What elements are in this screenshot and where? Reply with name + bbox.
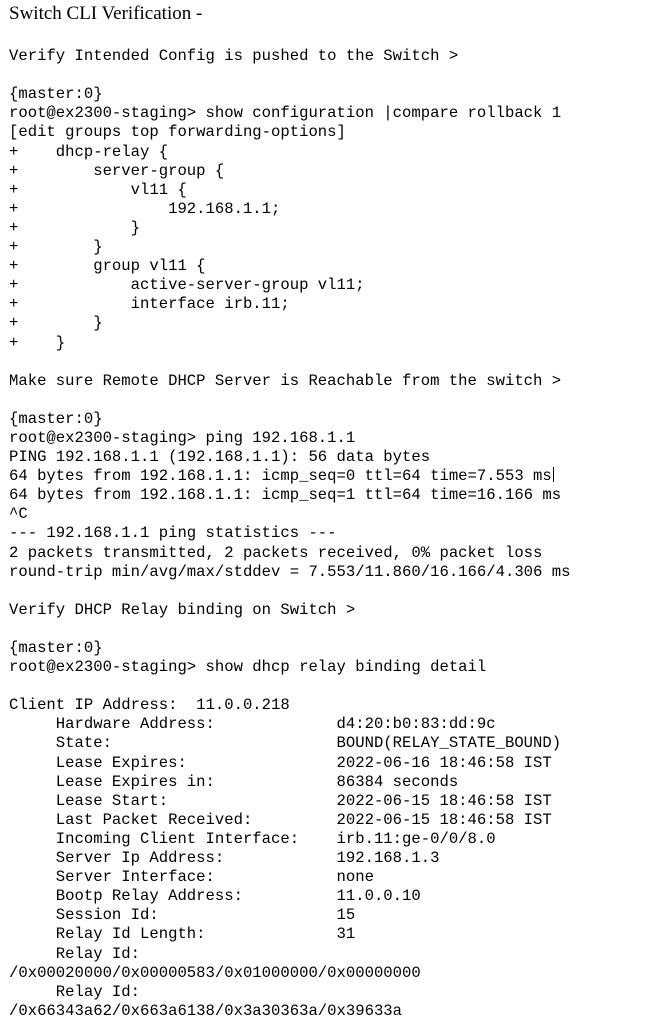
cli-line: Last Packet Received: 2022-06-15 18:46:58 IST [9,810,552,829]
cli-line: root@ex2300-staging> show dhcp relay binding detail [9,658,487,677]
cli-line: Server Interface: none [9,868,374,887]
cli-line: Lease Start: 2022-06-15 18:46:58 IST [9,791,552,810]
cli-line: + 192.168.1.1; [9,199,281,218]
text-cursor [553,467,554,482]
cli-line: + } [9,314,103,333]
cli-line [9,28,641,47]
cli-line: 64 bytes from 192.168.1.1: icmp_seq=0 ttl=64 time=7.553 ms [9,467,552,486]
document-page [9,0,641,1021]
cli-line: {master:0} [9,639,103,657]
cli-line: ^C [9,505,28,524]
cli-line: + } [9,238,103,257]
cli-line: --- 192.168.1.1 ping statistics --- [9,524,337,543]
cli-line: + interface irb.11; [9,295,290,314]
cli-line: root@ex2300-staging> show configuration |compare rollback 1 [9,104,562,123]
cli-line: State: BOUND(RELAY_STATE_BOUND) [9,734,562,753]
cli-line: Bootp Relay Address: 11.0.0.10 [9,887,421,906]
cli-line: + group vl11 { [9,257,206,276]
cli-line: 64 bytes from 192.168.1.1: icmp_seq=1 ttl=64 time=16.166 ms [9,486,562,505]
cli-line: {master:0} [9,85,103,104]
cli-line: PING 192.168.1.1 (192.168.1.1): 56 data bytes [9,448,431,467]
cli-line: + vl11 { [9,180,187,199]
cli-line: + dhcp-relay { [9,142,169,161]
cli-line: Lease Expires: 2022-06-16 18:46:58 IST [9,753,552,772]
cli-line [9,391,641,410]
cli-line: Incoming Client Interface: irb.11:ge-0/0/8.0 [9,829,496,848]
cli-line: Hardware Address: d4:20:b0:83:dd:9c [9,715,496,734]
cli-line: Make sure Remote DHCP Server is Reachable from the switch > [9,371,562,390]
cli-line: /0x66343a62/0x663a6138/0x3a30363a/0x39633a [9,1001,403,1020]
cli-line [9,620,641,639]
cli-line: Relay Id: [9,944,141,963]
cli-line: root@ex2300-staging> ping 192.168.1.1 [9,428,356,447]
cli-line: 2 packets transmitted, 2 packets received, 0% packet loss [9,543,543,562]
document-title: Switch CLI Verification - [9,3,203,24]
cli-line: {master:0} [9,409,103,428]
cli-line: + active-server-group vl11; [9,276,365,295]
cli-line: round-trip min/avg/max/stddev = 7.553/11.860/16.166/4.306 ms [9,562,571,581]
cli-line: Session Id: 15 [9,906,356,925]
cli-line: /0x00020000/0x00000583/0x01000000/0x00000000 [9,963,421,982]
cli-line: Client IP Address: 11.0.0.218 [9,696,290,715]
cli-line: Relay Id: [9,982,141,1001]
cli-line [9,582,641,601]
cli-line: Lease Expires in: 86384 seconds [9,772,459,791]
cli-line: Relay Id Length: 31 [9,925,356,944]
cli-line: + } [9,333,66,352]
cli-line: Verify Intended Config is pushed to the Switch > [9,47,459,66]
cli-line [9,66,641,85]
cli-line: Verify DHCP Relay binding on Switch > [9,600,356,619]
cli-line [9,353,641,372]
cli-line: + } [9,218,141,237]
cli-line: Server Ip Address: 192.168.1.3 [9,849,440,868]
cli-line [9,677,641,696]
cli-output [9,28,641,1021]
cli-line: + server-group { [9,161,225,180]
cli-line: [edit groups top forwarding-options] [9,123,346,142]
